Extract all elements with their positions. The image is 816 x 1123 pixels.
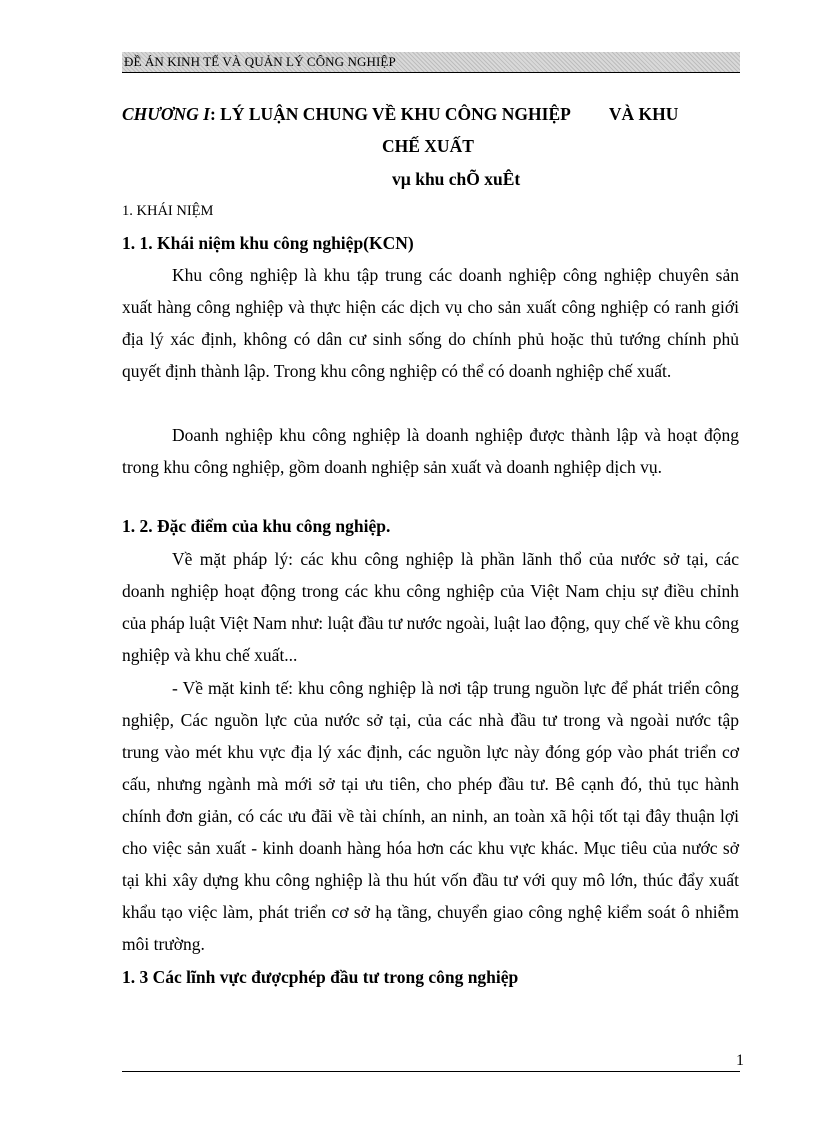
chapter-title-part-1: : LÝ LUẬN CHUNG VỀ KHU CÔNG NGHIỆP	[209, 104, 571, 124]
footer-rule	[122, 1071, 740, 1072]
paragraph-text: - Về mặt kinh tế: khu công nghiệp là nơi tập trung nguồn lực để phát triển công nghiệp, Các nguồn lực của nước sở tại, của các nhà đầu tư trong và ngoài nước tập trung vào mét khu vực địa lý xác định, các nguồn lực này đóng góp vào phát triển cơ cấu, nhưng ngành mà mới sở tại ưu tiên, cho phép đầu tư. Bê cạnh đó, thủ tục hành chính đơn giản, có các ưu đãi về tài chính, an ninh, an toàn xã hội tốt tại đây thuận lợi cho việc sản xuất - kinh doanh hàng hóa hơn các khu vực khác. Mục tiêu của nước sở tại khi xây dựng khu công nghiệp là thu hút vốn đầu tư với quy mô lớn, thúc đẩy xuất khẩu tạo việc làm, phát triển cơ sở hạ tầng, chuyển giao công nghệ kiểm soát ô nhiễm môi trường.	[122, 678, 739, 954]
paragraph-enterprise	[122, 419, 739, 483]
paragraph-text: Doanh nghiệp khu công nghiệp là doanh nghiệp được thành lập và hoạt động trong khu công nghiệp, gồm doanh nghiệp sản xuất và doanh nghiệp dịch vụ.	[122, 425, 739, 477]
paragraph-economic	[122, 672, 739, 960]
section-heading-1-2: 1. 2. Đặc điểm của khu công nghiệp.	[122, 516, 391, 536]
chapter-label: CHƯƠNG I	[122, 104, 210, 124]
paragraph-definition-kcn	[122, 259, 739, 387]
section-heading-1-1: 1. 1. Khái niệm khu công nghiệp(KCN)	[122, 233, 414, 253]
section-heading-1-3: 1. 3 Các lĩnh vực đượcphép đầu tư trong công nghiệp	[122, 967, 519, 987]
chapter-title-line-1	[122, 101, 738, 127]
paragraph-text: Khu công nghiệp là khu tập trung các doanh nghiệp công nghiệp chuyên sản xuất hàng công nghiệp và thực hiện các dịch vụ cho sản xuất công nghiệp có ranh giới địa lý xác định, không có dân cư sinh sống do chính phủ hoặc thủ tướng chính phủ quyết định thành lập. Trong khu công nghiệp có thể có doanh nghiệp chế xuất.	[122, 265, 739, 381]
running-header-text: ĐỀ ÁN KINH TẾ VÀ QUẢN LÝ CÔNG NGHIỆP	[124, 54, 396, 69]
chapter-title-part-2: VÀ KHU	[608, 104, 679, 124]
page-number: 1	[736, 1052, 744, 1069]
chapter-title-line-2: CHẾ XUẤT	[382, 136, 474, 156]
chapter-subtitle: vµ khu chÕ xuÊt	[392, 169, 521, 189]
section-label: 1. KHÁI NIỆM	[122, 203, 214, 219]
paragraph-text: Về mặt pháp lý: các khu công nghiệp là phần lãnh thổ của nước sở tại, các doanh nghiệp hoạt động trong các khu công nghiệp của Việt Nam chịu sự điều chỉnh của pháp luật Việt Nam như: luật đầu tư nước ngoài, luật lao động, quy chế về khu công nghiệp và khu chế xuất...	[122, 549, 739, 665]
paragraph-legal	[122, 543, 739, 671]
